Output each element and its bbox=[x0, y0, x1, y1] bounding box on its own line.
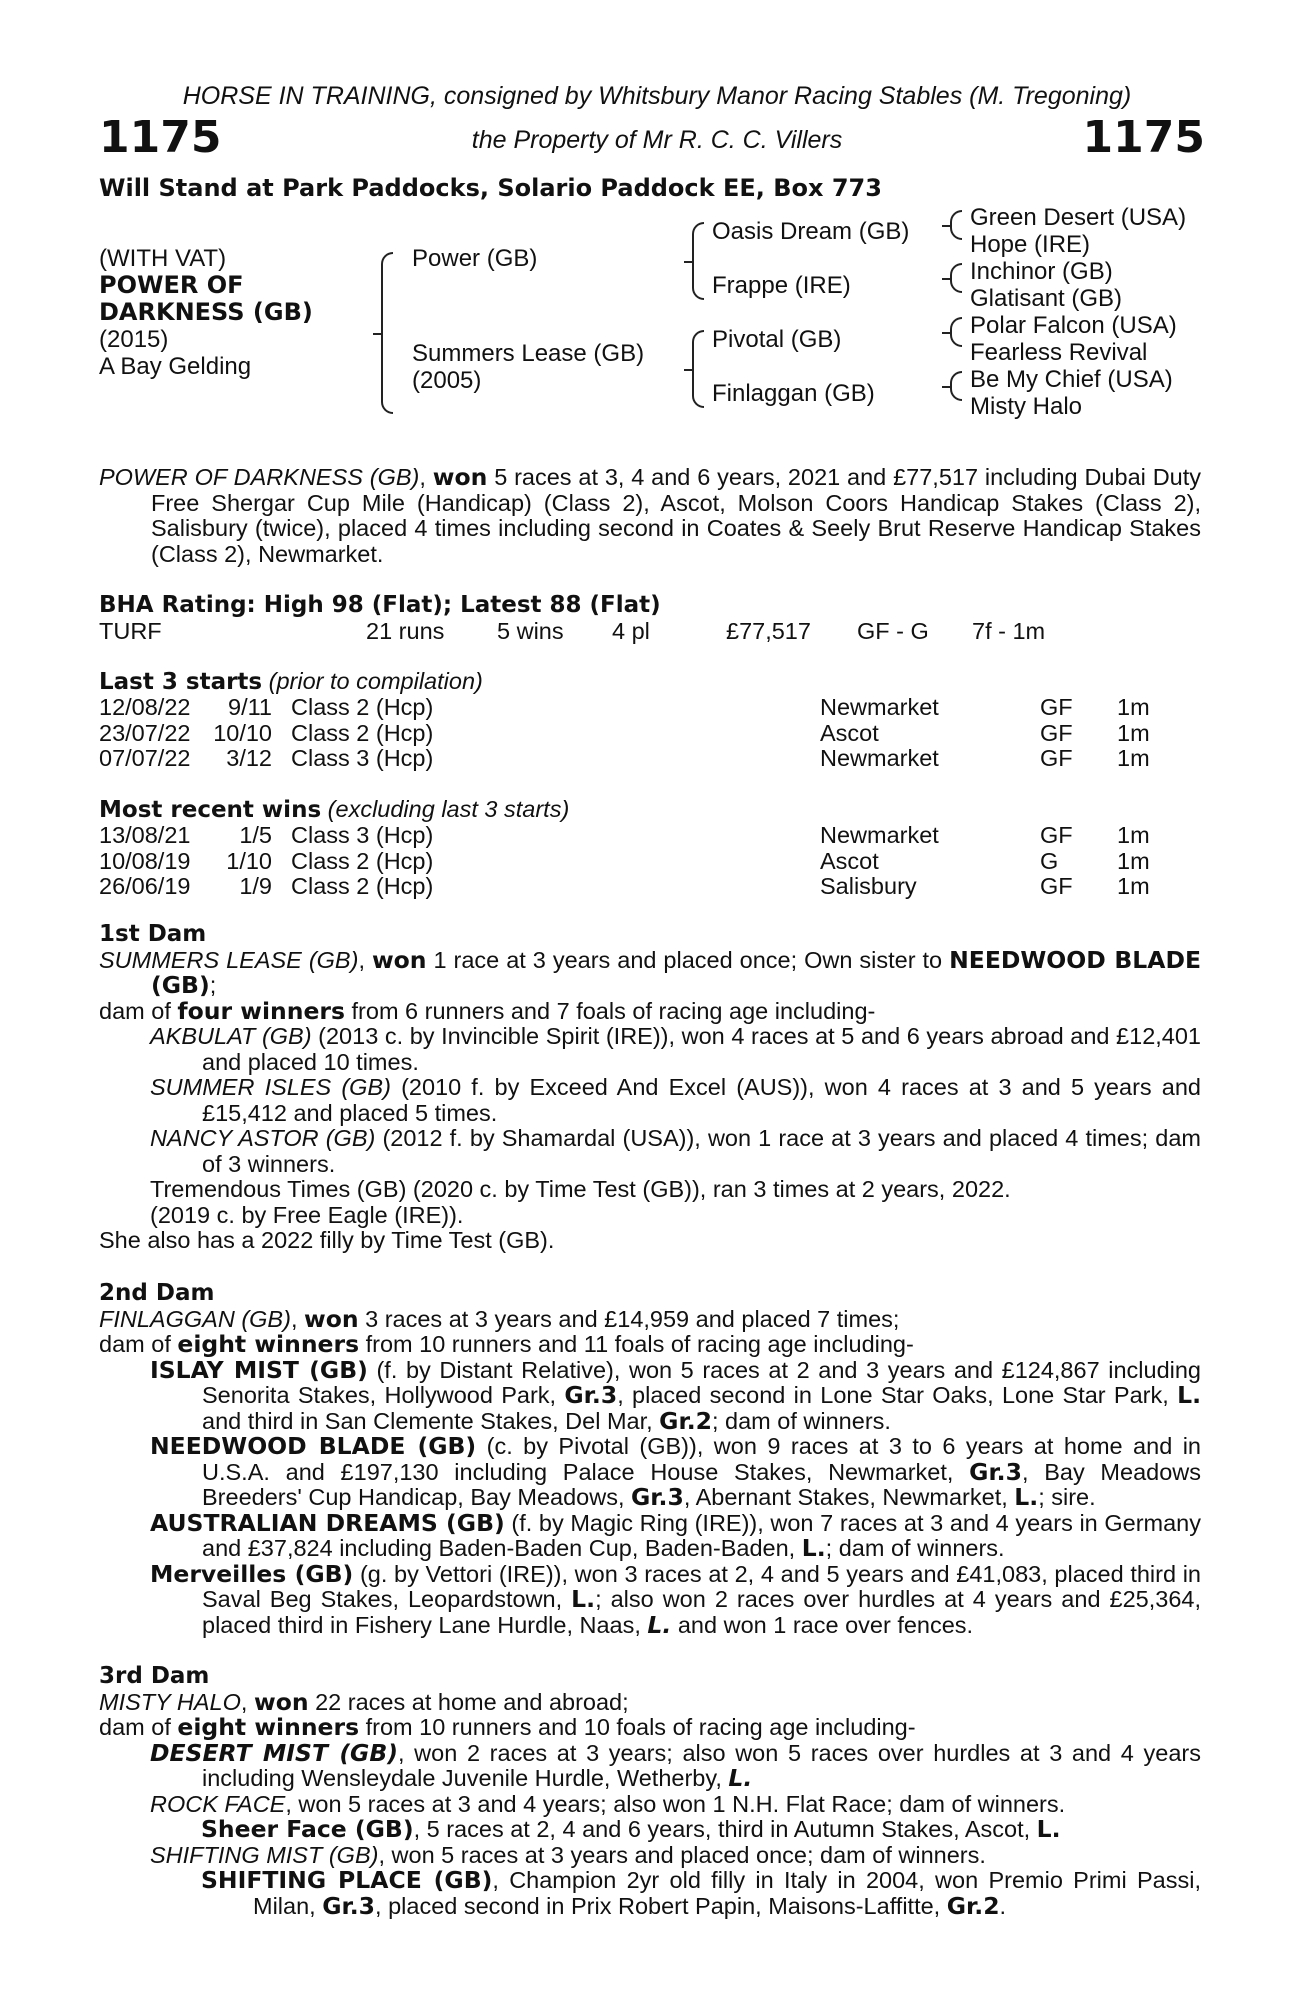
second-dam-text: 3 races at 3 years and £14,959 and placed 7 times; bbox=[358, 1305, 900, 1332]
progeny-nancy-astor-name: NANCY ASTOR (GB) bbox=[150, 1125, 376, 1151]
second-dam-of-a: dam of bbox=[99, 1331, 178, 1357]
progeny-needwood-blade-l: L. bbox=[1014, 1483, 1039, 1511]
vat-label: (WITH VAT) bbox=[99, 245, 227, 272]
pedigree-dam-dam: Finlaggan (GB) bbox=[712, 380, 875, 407]
recent-row-date: 13/08/21 bbox=[99, 822, 191, 848]
pedigree-brace-g1 bbox=[950, 210, 962, 240]
last3-row-course: Ascot bbox=[820, 719, 879, 746]
recent-row-pos: 1/5 bbox=[239, 822, 272, 848]
progeny-merveilles-a: (g. by Vettori (IRE)), won 3 races at 2, 4 and 5 years and £41,083, placed third in Saval Beg Stakes, Leopardstown, bbox=[202, 1560, 1202, 1612]
progeny-sheer-face-l: L. bbox=[1036, 1815, 1061, 1843]
last3-note: (prior to compilation) bbox=[262, 668, 483, 694]
recent-heading-line bbox=[99, 796, 569, 823]
progeny-merveilles-l2: L. bbox=[647, 1610, 672, 1639]
progeny-needwood-blade-name: NEEDWOOD BLADE (GB) bbox=[150, 1432, 477, 1460]
rating-placed: 4 pl bbox=[612, 618, 650, 644]
first-dam-of-a: dam of bbox=[99, 997, 178, 1024]
last3-heading-line bbox=[99, 668, 483, 695]
progeny-shifting-place-name: SHIFTING PLACE (GB) bbox=[201, 1866, 493, 1894]
pedigree-brace-g3 bbox=[950, 317, 962, 347]
recent-row-date: 26/06/19 bbox=[99, 873, 191, 899]
last3-row-pos: 10/10 bbox=[213, 719, 272, 746]
rating-earnings: £77,517 bbox=[726, 618, 811, 644]
progeny-desert-mist-name: DESERT MIST (GB) bbox=[150, 1738, 398, 1767]
progeny-needwood-blade-gr2: Gr.3 bbox=[631, 1483, 684, 1511]
recent-note: (excluding last 3 starts) bbox=[321, 796, 570, 822]
recent-row-dist: 1m bbox=[1117, 873, 1150, 899]
recent-row-dist: 1m bbox=[1117, 822, 1150, 848]
rating-runs: 21 runs bbox=[366, 618, 445, 644]
progeny-sheer-face-name: Sheer Face (GB) bbox=[201, 1815, 414, 1843]
first-dam-of-c: from 6 runners and 7 foals of racing age including- bbox=[345, 997, 876, 1024]
property-line: the Property of Mr R. C. C. Villers bbox=[471, 126, 843, 154]
rating-distance: 7f - 1m bbox=[972, 618, 1046, 644]
recent-row-going: GF bbox=[1040, 873, 1073, 899]
pedigree-g4: Glatisant (GB) bbox=[970, 285, 1123, 312]
last3-row-date: 07/07/22 bbox=[99, 745, 191, 771]
first-dam-sister: NEEDWOOD BLADE (GB) bbox=[151, 945, 1202, 999]
pedigree-brace-g2 bbox=[950, 263, 962, 293]
progeny-merveilles-name: Merveilles (GB) bbox=[150, 1559, 354, 1588]
last3-row-going: GF bbox=[1040, 719, 1073, 746]
progeny-merveilles-b: ; also won 2 races over hurdles at 4 years and £25,364, placed third in Fishery Lane Hurdle, Naas, bbox=[202, 1586, 1201, 1638]
progeny-desert-mist-l: L. bbox=[728, 1764, 753, 1792]
last3-row-class: Class 3 (Hcp) bbox=[291, 745, 434, 771]
recent-row-course: Newmarket bbox=[820, 822, 939, 848]
first-dam-also: She also has a 2022 filly by Time Test (GB). bbox=[99, 1227, 555, 1253]
progeny-islay-mist-gr: Gr.3 bbox=[564, 1381, 618, 1409]
progeny-australian-dreams-a: (f. by Magic Ring (IRE)), won 7 races at 3 and 4 years in Germany and £37,824 including Baden-Baden Cup, Baden-Baden, bbox=[202, 1509, 1201, 1561]
progeny-australian-dreams-b: ; dam of winners. bbox=[825, 1535, 1005, 1561]
summary-text: 5 races at 3, 4 and 6 years, 2021 and £77,517 including Dubai Duty Free Shergar Cup Mile (Handicap) (Class 2), Ascot, Molson Coors Handicap Stakes (Class 2), Salisbury (twice), placed 4 times including second in Coates & Seely Brut Reserve Handicap Stakes (Class 2), Newmarket. bbox=[151, 464, 1202, 567]
progeny-2019-colt: (2019 c. by Free Eagle (IRE)). bbox=[150, 1201, 464, 1228]
rating-wins: 5 wins bbox=[497, 618, 564, 644]
progeny-summer-isles-text: (2010 f. by Exceed And Excel (AUS)), won 4 races at 3 and 5 years and £15,412 and placed 5 times. bbox=[202, 1074, 1201, 1126]
horse-year: (2015) bbox=[99, 326, 169, 353]
third-dam-section: 3rd Dam MISTY HALO, won 22 races at home and abroad; dam of eight winners from 10 runners and 10 foals of racing age including- DESERT MIST (GB), won 2 races at 3 years; also won 5 races over hurdles at 3 and 4 years including Wensleydale Juvenile Hurdle, Wetherby, L. ROCK FACE, won 5 races at 3 and 4 years; also won 1 N.H. Flat Race; dam of winners. Sheer Face (GB), 5 races at 2, 4 and 6 years, third in Autumn Stakes, Ascot, L. SHIFTING MIST (GB), won 5 races at 3 years and placed once; dam of winners. SHIFTING PLACE (GB), Champion 2yr old filly in Italy in 2004, won Premio Primi Passi, Milan, Gr.3, placed second in Prix Robert Papin, Maisons-Laffitte, Gr.2. bbox=[99, 1663, 1201, 1920]
last3-row-going: GF bbox=[1040, 745, 1073, 771]
progeny-merveilles-c: and won 1 race over fences. bbox=[671, 1611, 974, 1638]
progeny-australian-dreams-name: AUSTRALIAN DREAMS (GB) bbox=[150, 1508, 505, 1537]
progeny-needwood-blade-a: (c. by Pivotal (GB)), won 9 races at 3 to 6 years at home and in U.S.A. and £197,130 including Palace House Stakes, Newmarket, bbox=[202, 1433, 1201, 1485]
recent-row-pos: 1/10 bbox=[226, 847, 272, 874]
first-dam-of-b: four winners bbox=[177, 996, 345, 1025]
pedigree-g5: Polar Falcon (USA) bbox=[970, 312, 1177, 339]
progeny-islay-mist-c: and third in San Clemente Stakes, Del Mar, bbox=[202, 1407, 660, 1434]
third-dam-of-b: eight winners bbox=[177, 1713, 360, 1741]
lot-number-right: 1175 bbox=[1082, 112, 1205, 163]
pedigree-sire-sire: Oasis Dream (GB) bbox=[712, 218, 910, 245]
last3-row-dist: 1m bbox=[1117, 694, 1150, 720]
pedigree-dam-year: (2005) bbox=[412, 367, 482, 394]
pedigree-g3: Inchinor (GB) bbox=[970, 258, 1113, 285]
last3-row-going: GF bbox=[1040, 694, 1073, 720]
progeny-shifting-place-b: , placed second in Prix Robert Papin, Maisons-Laffitte, bbox=[375, 1892, 947, 1919]
progeny-needwood-blade-d: ; sire. bbox=[1038, 1484, 1096, 1510]
second-dam-heading: 2nd Dam bbox=[99, 1280, 215, 1306]
third-dam-heading: 3rd Dam bbox=[99, 1663, 210, 1689]
race-summary: POWER OF DARKNESS (GB), won 5 races at 3, 4 and 6 years, 2021 and £77,517 including Dubai Duty Free Shergar Cup Mile (Handicap) (Class 2), Ascot, Molson Coors Handicap Stakes (Class 2), Salisbury (twice), placed 4 times including second in Coates & Seely Brut Reserve Handicap Stakes (Class 2), Newmarket. bbox=[99, 463, 1202, 567]
progeny-islay-mist-name: ISLAY MIST (GB) bbox=[150, 1355, 368, 1384]
horse-description: A Bay Gelding bbox=[99, 353, 252, 380]
pedigree-brace-dam bbox=[692, 330, 704, 408]
progeny-needwood-blade-c: , Abernant Stakes, Newmarket, bbox=[683, 1484, 1015, 1510]
progeny-shifting-mist-name: SHIFTING MIST (GB) bbox=[150, 1841, 379, 1868]
first-dam-section: 1st Dam SUMMERS LEASE (GB), won 1 race at 3 years and placed once; Own sister to NEEDWOOD BLADE (GB); dam of four winners from 6 runners and 7 foals of racing age including- AKBULAT (GB) (2013 c. by Invincible Spirit (IRE)), won 4 races at 5 and 6 years abroad and £12,401 and placed 10 times. SUMMER ISLES (GB) (2010 f. by Exceed And Excel (AUS)), won 4 races at 3 and 5 years and £15,412 and placed 5 times. NANCY ASTOR (GB) (2012 f. by Shamardal (USA)), won 1 race at 3 years and placed 4 times; dam of 3 winners. Tremendous Times (GB) (2020 c. by Time Test (GB)), ran 3 times at 2 years, 2022. (2019 c. by Free Eagle (IRE)). She also has a 2022 filly by Time Test (GB). bbox=[99, 921, 1202, 1253]
recent-row-class: Class 3 (Hcp) bbox=[291, 822, 434, 848]
first-dam-heading: 1st Dam bbox=[99, 921, 207, 947]
progeny-akbulat-text: (2013 c. by Invincible Spirit (IRE)), won 4 races at 5 and 6 years abroad and £12,401 and placed 10 times. bbox=[202, 1023, 1202, 1075]
recent-row-class: Class 2 (Hcp) bbox=[291, 847, 434, 874]
progeny-nancy-astor-text: (2012 f. by Shamardal (USA)), won 1 race at 3 years and placed 4 times; dam of 3 winners. bbox=[202, 1125, 1201, 1177]
pedigree-g7: Be My Chief (USA) bbox=[970, 366, 1173, 393]
second-dam-of-c: from 10 runners and 11 foals of racing age including- bbox=[359, 1331, 914, 1357]
progeny-shifting-place-c: . bbox=[999, 1892, 1007, 1919]
progeny-needwood-blade-gr: Gr.3 bbox=[969, 1457, 1022, 1486]
last3-row-class: Class 2 (Hcp) bbox=[291, 694, 434, 720]
progeny-shifting-place-gr2: Gr.2 bbox=[946, 1891, 1000, 1920]
progeny-islay-mist-l: L. bbox=[1177, 1381, 1201, 1409]
last3-row-course: Newmarket bbox=[820, 745, 939, 771]
recent-row-course: Ascot bbox=[820, 847, 879, 874]
last3-row-pos: 9/11 bbox=[228, 694, 272, 720]
last3-row-pos: 3/12 bbox=[226, 745, 272, 771]
pedigree-g8: Misty Halo bbox=[970, 393, 1083, 420]
progeny-shifting-mist-a: , won 5 races at 3 years and placed once; dam of winners. bbox=[378, 1841, 986, 1868]
progeny-merveilles-l: L. bbox=[571, 1585, 596, 1613]
progeny-australian-dreams-l: L. bbox=[801, 1534, 826, 1562]
pedigree-brace-main bbox=[381, 252, 393, 414]
pedigree-g2: Hope (IRE) bbox=[970, 231, 1091, 258]
pedigree-brace-g4 bbox=[950, 371, 962, 401]
pedigree-brace-sire bbox=[692, 222, 704, 300]
summary-won: won bbox=[432, 463, 488, 491]
pedigree-dam: Summers Lease (GB) bbox=[412, 340, 645, 367]
recent-row-date: 10/08/19 bbox=[99, 847, 191, 874]
lot-number-left: 1175 bbox=[99, 112, 222, 163]
second-dam-name: FINLAGGAN (GB) bbox=[99, 1305, 291, 1332]
progeny-tremendous-times: Tremendous Times (GB) (2020 c. by Time Test (GB)), ran 3 times at 2 years, 2022. bbox=[150, 1176, 1011, 1202]
recent-heading: Most recent wins bbox=[99, 797, 322, 823]
first-dam-name: SUMMERS LEASE (GB) bbox=[99, 946, 359, 973]
recent-row-class: Class 2 (Hcp) bbox=[291, 873, 434, 899]
first-dam-text2: ; bbox=[209, 972, 217, 998]
third-dam-of-c: from 10 runners and 10 foals of racing age including- bbox=[359, 1714, 916, 1740]
consignor-line: HORSE IN TRAINING, consigned by Whitsbury Manor Racing Stables (M. Tregoning) bbox=[182, 82, 1132, 110]
recent-row-pos: 1/9 bbox=[239, 873, 272, 899]
progeny-islay-mist-b: , placed second in Lone Star Oaks, Lone Star Park, bbox=[617, 1382, 1178, 1408]
recent-row-course: Salisbury bbox=[820, 873, 917, 899]
progeny-needwood-blade-b: , Bay Meadows Breeders' Cup Handicap, Bay Meadows, bbox=[202, 1458, 1202, 1510]
bha-rating-heading: BHA Rating: High 98 (Flat); Latest 88 (Flat) bbox=[99, 592, 661, 618]
horse-name-line2: DARKNESS (GB) bbox=[99, 298, 313, 326]
progeny-sheer-face-a: , 5 races at 2, 4 and 6 years, third in Autumn Stakes, Ascot, bbox=[413, 1816, 1037, 1842]
last3-row-date: 23/07/22 bbox=[99, 719, 191, 746]
pedigree-dam-sire: Pivotal (GB) bbox=[712, 326, 842, 353]
pedigree-sire: Power (GB) bbox=[412, 245, 538, 272]
last3-row-date: 12/08/22 bbox=[99, 694, 191, 720]
last3-row-course: Newmarket bbox=[820, 694, 939, 720]
second-dam-of-b: eight winners bbox=[177, 1330, 360, 1358]
third-dam-won: won bbox=[253, 1687, 309, 1716]
first-dam-text: 1 race at 3 years and placed once; Own sister to bbox=[426, 946, 950, 973]
progeny-shifting-place-a: , Champion 2yr old filly in Italy in 2004, won Premio Primi Passi, Milan, bbox=[253, 1867, 1201, 1919]
third-dam-text: 22 races at home and abroad; bbox=[308, 1688, 629, 1715]
progeny-rock-face-name: ROCK FACE bbox=[150, 1790, 286, 1817]
last3-row-class: Class 2 (Hcp) bbox=[291, 719, 434, 746]
progeny-islay-mist-d: ; dam of winners. bbox=[711, 1407, 891, 1434]
second-dam-won: won bbox=[304, 1304, 359, 1333]
stand-location: Will Stand at Park Paddocks, Solario Paddock EE, Box 773 bbox=[99, 174, 882, 202]
first-dam-won: won bbox=[371, 945, 427, 974]
progeny-akbulat-name: AKBULAT (GB) bbox=[150, 1023, 312, 1049]
horse-name-line1: POWER OF bbox=[99, 271, 244, 299]
second-dam-section: 2nd Dam FINLAGGAN (GB), won 3 races at 3 years and £14,959 and placed 7 times; dam of eight winners from 10 runners and 11 foals of racing age including- ISLAY MIST (GB) (f. by Distant Relative), won 5 races at 2 and 3 years and £124,867 including Senorita Stakes, Hollywood Park, Gr.3, placed second in Lone Star Oaks, Lone Star Park, L. and third in San Clemente Stakes, Del Mar, Gr.2; dam of winners. NEEDWOOD BLADE (GB) (c. by Pivotal (GB)), won 9 races at 3 to 6 years at home and in U.S.A. and £197,130 including Palace House Stakes, Newmarket, Gr.3, Bay Meadows Breeders' Cup Handicap, Bay Meadows, Gr.3, Abernant Stakes, Newmarket, L.; sire. AUSTRALIAN DREAMS (GB) (f. by Magic Ring (IRE)), won 7 races at 3 and 4 years in Germany and £37,824 including Baden-Baden Cup, Baden-Baden, L.; dam of winners. Merveilles (GB) (g. by Vettori (IRE)), won 3 races at 2, 4 and 5 years and £41,083, placed third in Saval Beg Stakes, Leopardstown, L.; also won 2 races over hurdles at 4 years and £25,364, placed third in Fishery Lane Hurdle, Naas, L. and won 1 race over fences. bbox=[99, 1280, 1202, 1639]
third-dam-of-a: dam of bbox=[99, 1714, 178, 1740]
progeny-islay-mist-a: (f. by Distant Relative), won 5 races at 2 and 3 years and £124,867 including Senorita Stakes, Hollywood Park, bbox=[202, 1356, 1201, 1408]
progeny-islay-mist-gr2: Gr.2 bbox=[659, 1406, 712, 1435]
pedigree-g1: Green Desert (USA) bbox=[970, 204, 1187, 231]
recent-row-going: G bbox=[1040, 847, 1059, 874]
recent-row-dist: 1m bbox=[1117, 847, 1150, 874]
third-dam-name: MISTY HALO bbox=[99, 1688, 241, 1715]
pedigree-sire-dam: Frappe (IRE) bbox=[712, 272, 851, 299]
rating-surface: TURF bbox=[99, 618, 162, 644]
recent-row-going: GF bbox=[1040, 822, 1073, 848]
progeny-summer-isles-name: SUMMER ISLES (GB) bbox=[150, 1074, 391, 1100]
summary-horse-name: POWER OF DARKNESS (GB) bbox=[99, 464, 420, 490]
progeny-desert-mist-a: , won 2 races at 3 years; also won 5 races over hurdles at 3 and 4 years including Wensleydale Juvenile Hurdle, Wetherby, bbox=[202, 1739, 1201, 1791]
progeny-shifting-place-gr: Gr.3 bbox=[322, 1891, 376, 1920]
last3-row-dist: 1m bbox=[1117, 719, 1150, 746]
last3-heading: Last 3 starts bbox=[99, 669, 263, 695]
last3-row-dist: 1m bbox=[1117, 745, 1150, 771]
pedigree-g6: Fearless Revival bbox=[970, 339, 1148, 366]
progeny-rock-face-a: , won 5 races at 3 and 4 years; also won 1 N.H. Flat Race; dam of winners. bbox=[285, 1790, 1066, 1817]
rating-going: GF - G bbox=[857, 618, 929, 644]
